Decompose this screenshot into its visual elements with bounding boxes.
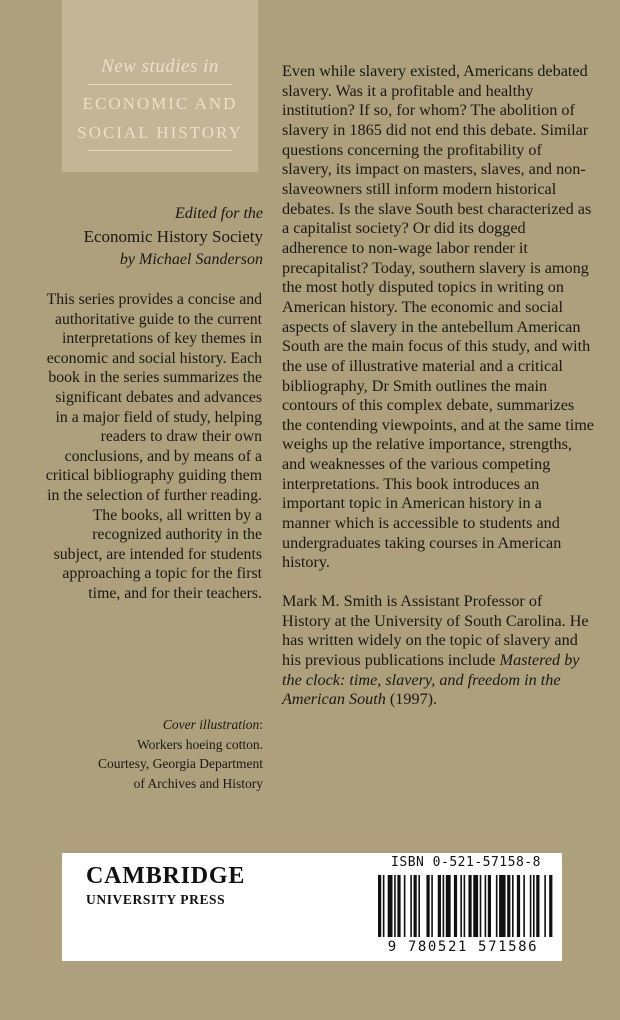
barcode-bar (473, 875, 478, 937)
barcode-bar (549, 875, 552, 937)
publisher-logo-name: CAMBRIDGE (86, 863, 246, 889)
cover-credit-line: Workers hoeing cotton. (136, 736, 263, 752)
barcode-bar (536, 875, 539, 937)
isbn-text: ISBN 0-521-57158-8 (391, 855, 541, 870)
barcode-bar (480, 875, 482, 937)
editor-name: by Michael Sanderson (119, 251, 263, 268)
barcode-bar (499, 875, 505, 937)
publisher-panel (62, 853, 562, 961)
barcode-bar (460, 875, 462, 937)
author-bio (282, 592, 594, 710)
cover-credit-line: of Archives and History (133, 775, 263, 791)
barcode-bar (517, 875, 520, 937)
barcode-bar (507, 875, 510, 937)
barcode-bar (443, 875, 445, 937)
barcode-bar (410, 875, 412, 937)
barcode-bar (533, 875, 535, 937)
barcode-bar (468, 875, 471, 937)
series-description: This series provides a concise and authoritative guide to the current interpretations of key themes in economic and social history. Each book in the series summarizes the significant debates and advances in a major field of study, helping readers to draw their own conclusions, and by means of a critical bibliography guiding them in the selection of further reading. The books, all written by a recognized authority in the subject, are intended for students approaching a topic for the first time, and for their teachers. (45, 291, 262, 602)
barcode-bar (414, 875, 417, 937)
barcode-bar (378, 875, 381, 937)
society-name: Economic History Society (83, 227, 263, 246)
cover-credit-line: Courtesy, Georgia Department (98, 756, 263, 771)
barcode-bar (523, 875, 525, 937)
blurb-column (282, 62, 594, 710)
book-blurb: Even while slavery existed, Americans debated slavery. Was it a profitable and healthy institution? If so, for whom? The abolition of slavery in 1865 did not end this debate. Similar questions concerning the profitability of slavery, its impact on masters, slaves, and non-slaveowners still inform modern historical debates. Is the slave South best characterized as a capitalist society? Or did its dogged adherence to non-wage labor render it precapitalist? Today, southern slavery is among the most hotly disputed topics in writing on American history. The economic and social aspects of slavery in the antebellum American South are the main focus of this study, and with the use of illustrative material and a critical bibliography, Dr Smith outlines the main contours of this complex debate, summarizes the contending viewpoints, and at the same time weighs up the relative importance, strengths, and weaknesses of the various competing interpretations. This book introduces an important topic in American history in a manner which is accessible to students and undergraduates taking courses in American history. (282, 62, 594, 572)
cover-illustration-label: Cover illustration (162, 717, 260, 732)
barcode-bar (383, 875, 385, 937)
series-logo-box (62, 0, 258, 172)
barcode-bar (418, 875, 420, 937)
previous-book-year: (1997). (389, 690, 438, 709)
barcode-bar (394, 875, 396, 937)
barcode-bar (404, 875, 406, 937)
barcode-bar (431, 875, 433, 937)
barcode-bar (530, 875, 532, 937)
edited-by-block (30, 202, 263, 271)
barcode-bar (397, 875, 400, 937)
barcode-bar (496, 875, 498, 937)
series-line-social-history: SOCIAL HISTORY (77, 123, 243, 142)
barcode-bar (388, 875, 393, 937)
author-bio-text: Mark M. Smith is Assistant Professor of History at the University of South Carolina. He has written widely on the topic of slavery and his previous publications include (282, 592, 589, 670)
barcode-bar (512, 875, 514, 937)
barcode-bar (485, 875, 487, 937)
barcode-bar (438, 875, 441, 937)
barcode-digits: 9 780521 571586 (387, 939, 539, 955)
series-divider (88, 150, 232, 151)
barcode-bar (464, 875, 466, 937)
barcode-bar (544, 875, 546, 937)
cover-illustration-credit: Cover illustration: Workers hoeing cotton. Courtesy, Georgia Department of Archives and History (60, 715, 263, 793)
barcode-graphic (378, 875, 554, 937)
barcode-bar (426, 875, 429, 937)
barcode-bar (446, 875, 451, 937)
publisher-logo-subtitle: UNIVERSITY PRESS (86, 892, 226, 907)
barcode-bar (488, 875, 491, 937)
edited-for-line: Edited for the (175, 205, 263, 222)
series-divider (88, 84, 232, 85)
previous-book-title: Mastered by the clock: time, slavery, and freedom in the American South (282, 651, 580, 709)
series-line-new-studies: New studies in (101, 56, 219, 77)
series-line-economic: ECONOMIC AND (82, 94, 238, 113)
barcode-bar (454, 875, 457, 937)
